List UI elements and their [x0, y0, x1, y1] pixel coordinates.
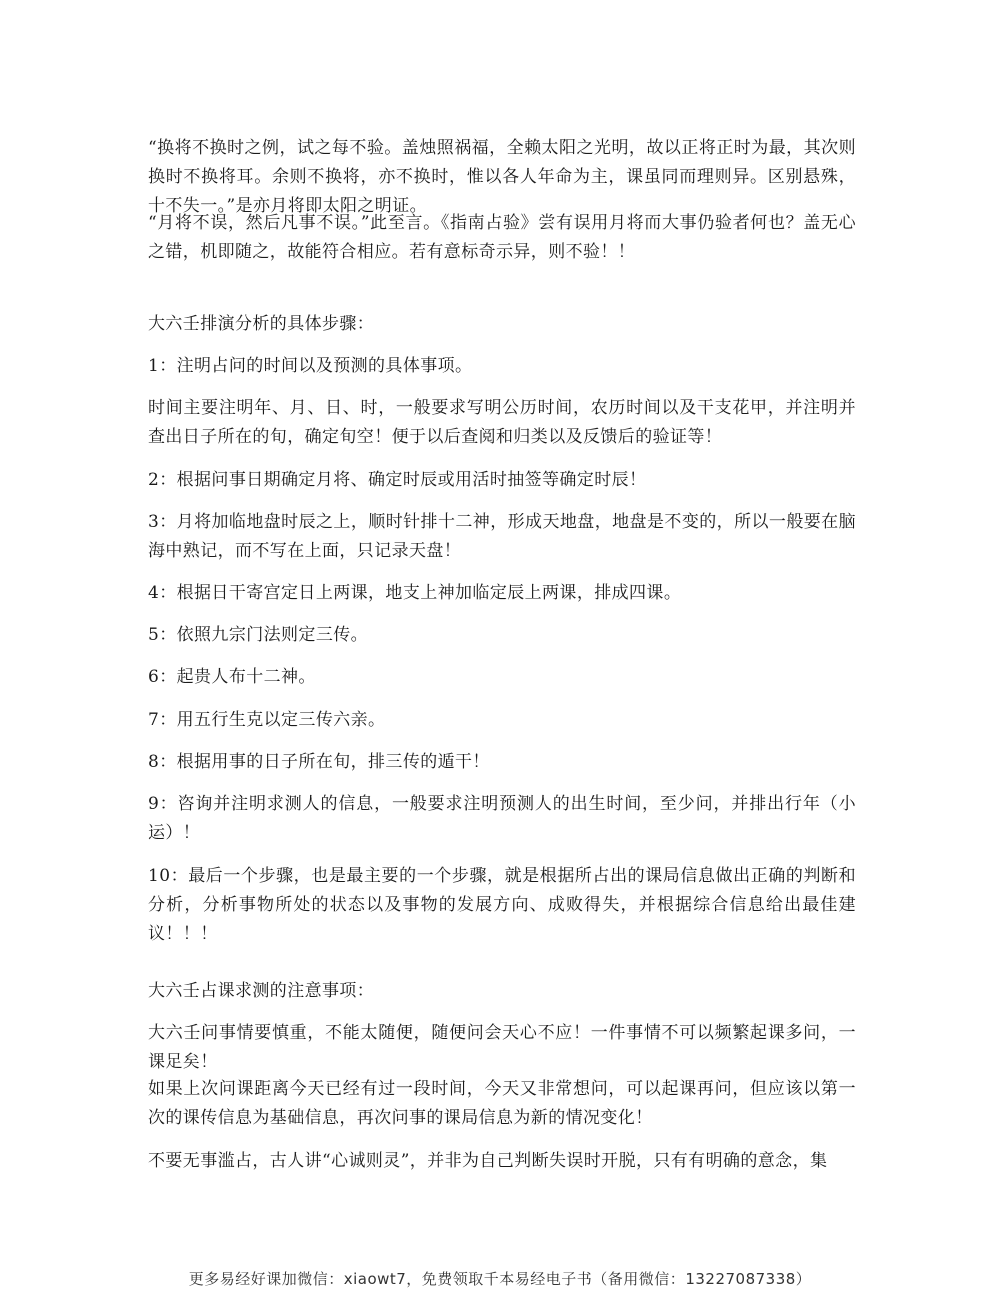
- note-1: 大六壬问事情要慎重，不能太随便，随便问会天心不应！一件事情不可以频繁起课多问，一课足矣！: [148, 1023, 856, 1072]
- step-5: 5：依照九宗门法则定三传。: [148, 625, 369, 645]
- note-2: 如果上次问课距离今天已经有过一段时间，今天又非常想问，可以起课再问，但应该以第一次的课传信息为基础信息，再次问事的课局信息为新的情况变化！: [148, 1079, 856, 1128]
- step-1-detail: 时间主要注明年、月、日、时，一般要求写明公历时间，农历时间以及干支花甲，并注明并查出日子所在的旬，确定旬空！便于以后查阅和归类以及反馈后的验证等！: [148, 398, 856, 447]
- step-8: 8：根据用事的日子所在旬，排三传的遁干！: [148, 752, 490, 772]
- section-heading-steps: 大六壬排演分析的具体步骤：: [148, 314, 375, 334]
- step-1: 1：注明占问的时间以及预测的具体事项。: [148, 356, 473, 376]
- section-heading-notes: 大六壬占课求测的注意事项：: [148, 981, 375, 1001]
- footer-note: 更多易经好课加微信：xiaowt7，免费领取千本易经电子书（备用微信：13227087338）: [188, 1270, 812, 1288]
- paragraph-1: “换将不换时之例，试之每不验。盖烛照祸福，全赖太阳之光明，故以正将正时为最，其次则换时不换将耳。余则不换将，亦不换时，惟以各人年命为主，课虽同而理则异。区别悬殊，十不失一。”是亦月将即太阳之明证。: [148, 138, 856, 216]
- paragraph-2: “月将不误，然后凡事不误。”此至言。《指南占验》尝有误用月将而大事仍验者何也？盖无心之错，机即随之，故能符合相应。若有意标奇示异，则不验！！: [148, 213, 856, 262]
- note-3: 不要无事滥占，古人讲“心诚则灵”，并非为自己判断失误时开脱，只有有明确的意念，集: [148, 1151, 828, 1171]
- step-6: 6：起贵人布十二神。: [148, 667, 316, 687]
- step-9: 9：咨询并注明求测人的信息，一般要求注明预测人的出生时间，至少问，并排出行年（小运）！: [148, 794, 856, 843]
- step-4: 4：根据日干寄宫定日上两课，地支上神加临定辰上两课，排成四课。: [148, 583, 682, 603]
- step-3: 3：月将加临地盘时辰之上，顺时针排十二神，形成天地盘，地盘是不变的，所以一般要在脑海中熟记，而不写在上面，只记录天盘！: [148, 512, 856, 561]
- step-10: 10：最后一个步骤，也是最主要的一个步骤，就是根据所占出的课局信息做出正确的判断和分析，分析事物所处的状态以及事物的发展方向、成败得失，并根据综合信息给出最佳建议！！！: [148, 866, 856, 944]
- step-2: 2：根据问事日期确定月将、确定时辰或用活时抽签等确定时辰！: [148, 470, 647, 490]
- step-7: 7：用五行生克以定三传六亲。: [148, 710, 386, 730]
